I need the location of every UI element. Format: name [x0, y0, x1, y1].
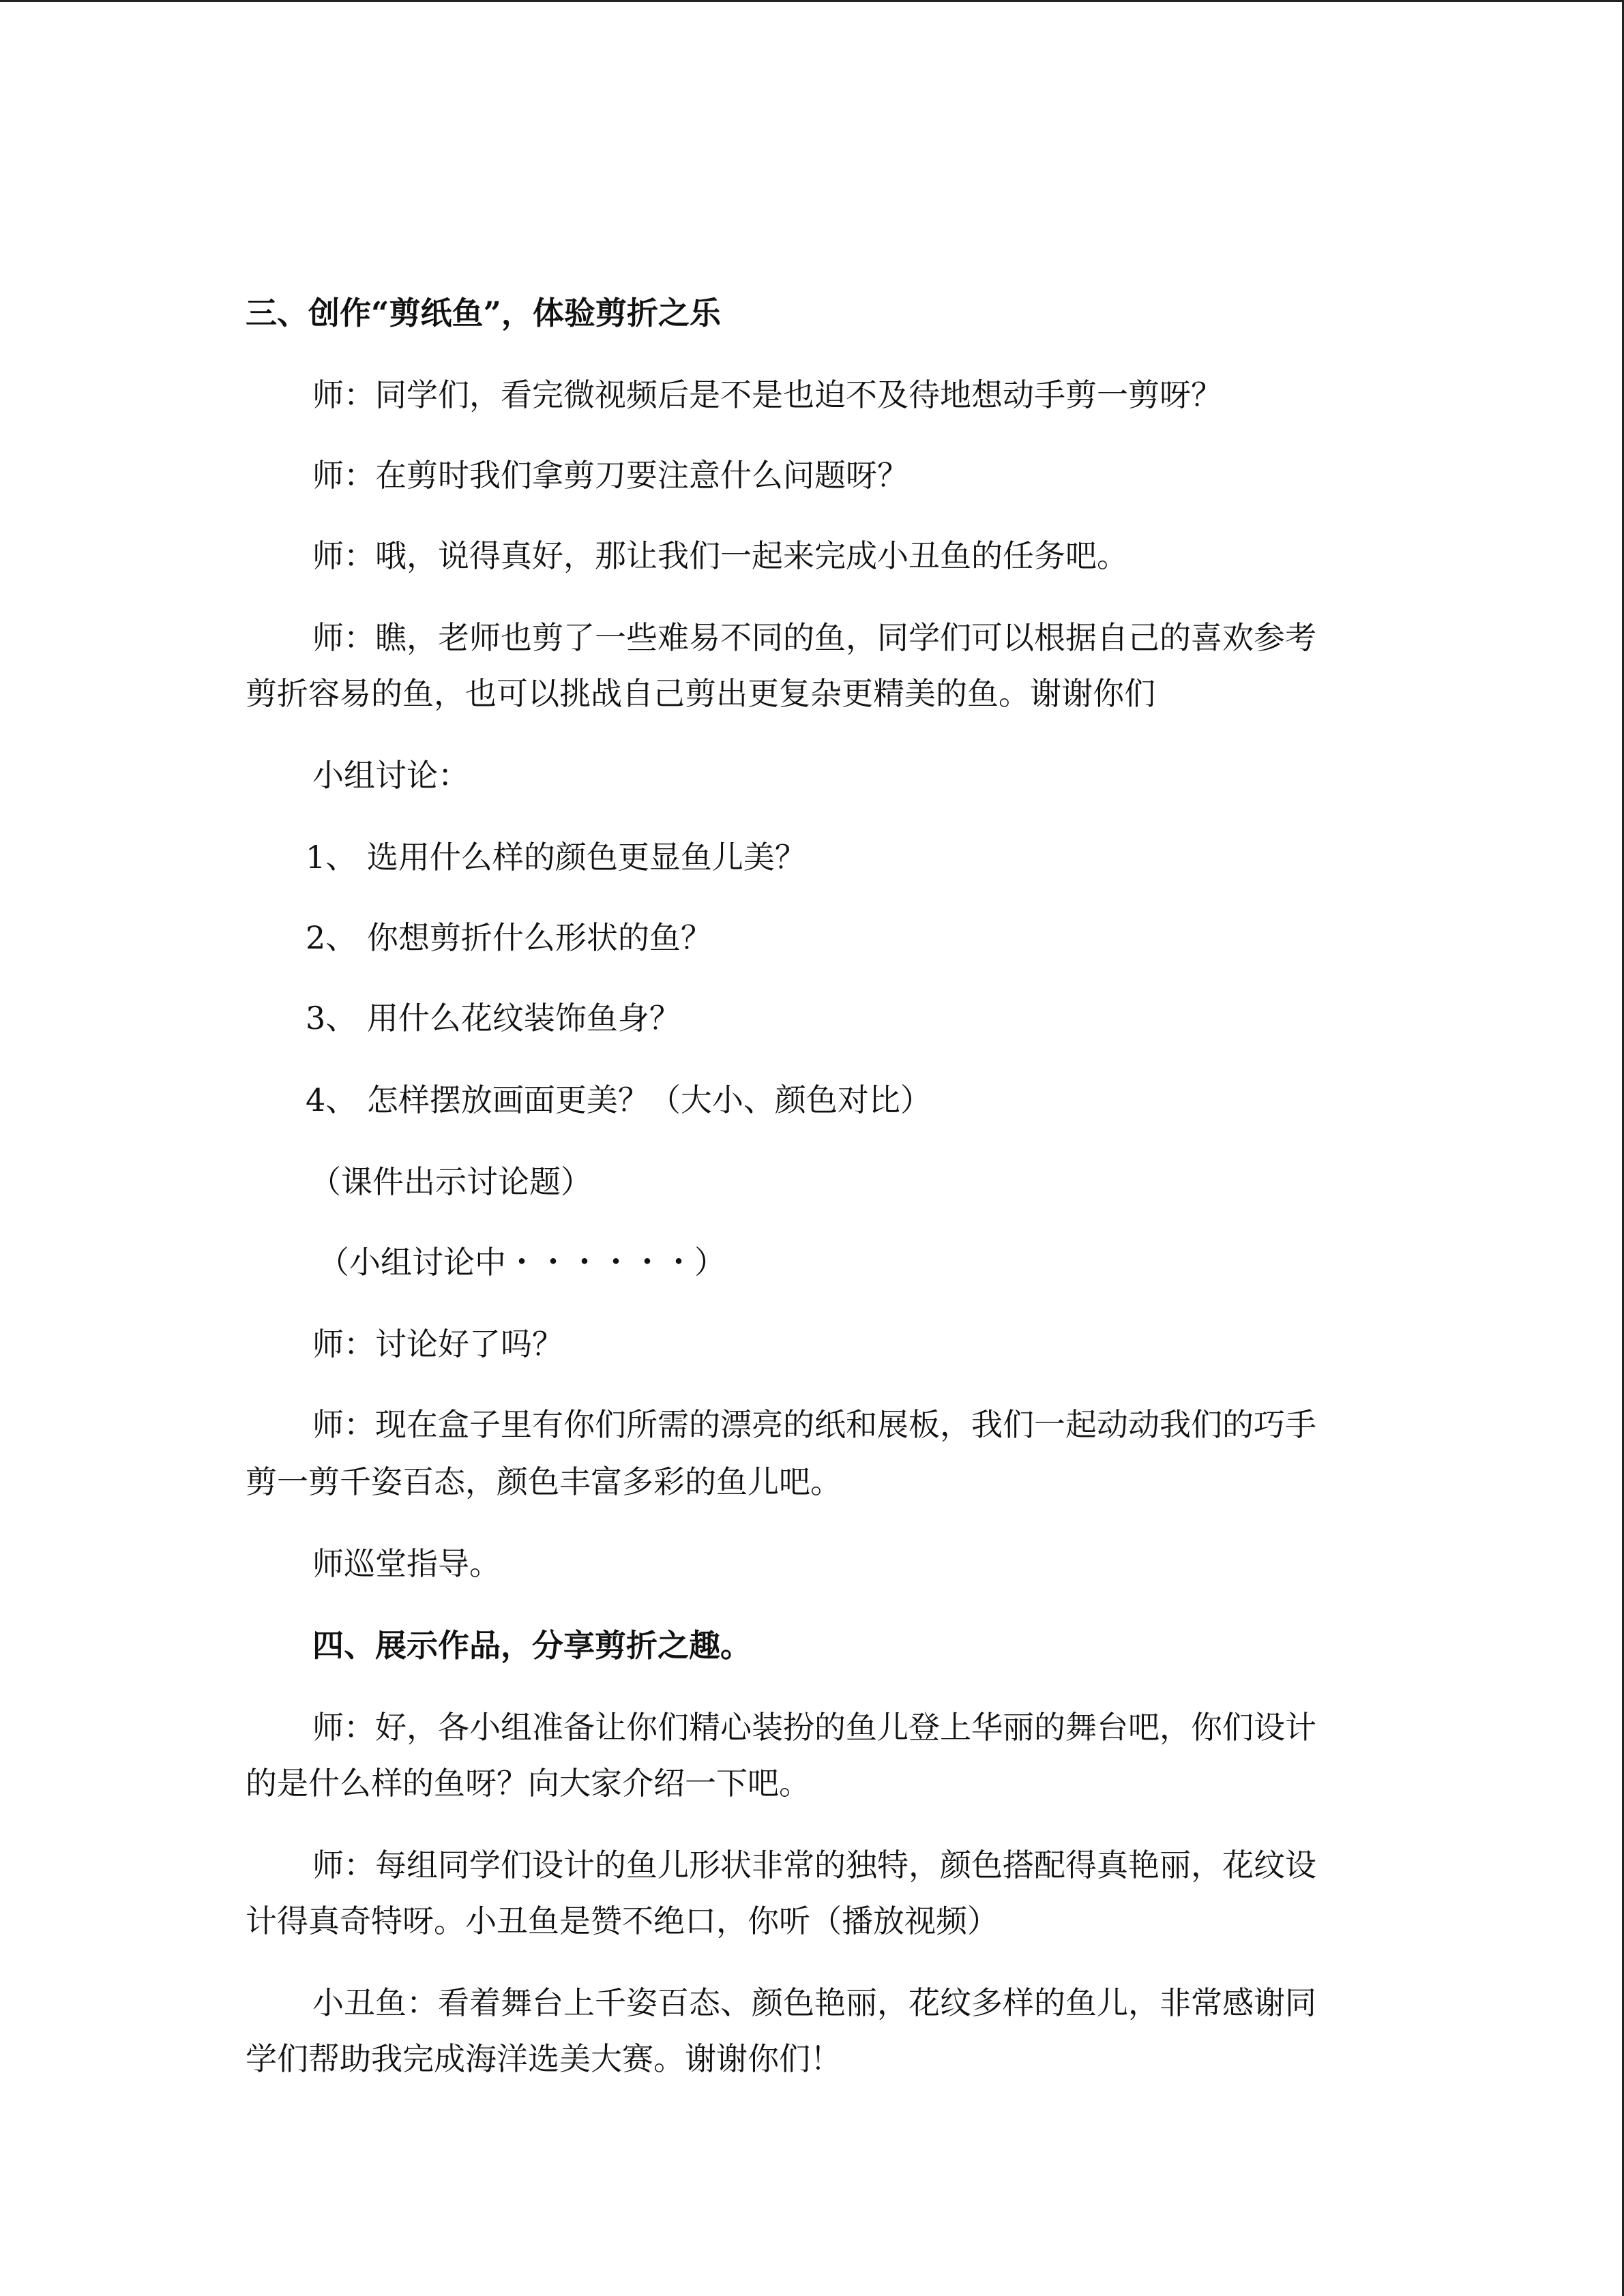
paragraph-s4-1-line2: 的是什么样的鱼呀？向大家介绍一下吧。 — [246, 1765, 810, 1802]
paragraph-s4-2-line1: 师：每组同学们设计的鱼儿形状非常的独特，颜色搭配得真艳丽，花纹设 — [312, 1847, 1316, 1883]
discussion-in-progress-note: （小组讨论中・・・・・・） — [318, 1244, 726, 1281]
paragraph-teacher-4-line1: 师：瞧，老师也剪了一些难易不同的鱼，同学们可以根据自己的喜欢参考 — [312, 619, 1316, 656]
discussion-question-1: 1、 选用什么样的颜色更显鱼儿美？ — [306, 839, 806, 876]
paragraph-s4-3-line2: 学们帮助我完成海洋选美大赛。谢谢你们！ — [246, 2040, 842, 2077]
courseware-note: （课件出示讨论题） — [310, 1163, 592, 1200]
paragraph-teacher-6-line1: 师：现在盒子里有你们所需的漂亮的纸和展板，我们一起动动我们的巧手 — [312, 1406, 1316, 1443]
paragraph-teacher-6-line2: 剪一剪千姿百态，颜色丰富多彩的鱼儿吧。 — [246, 1463, 842, 1500]
group-discussion-title: 小组讨论： — [312, 757, 469, 794]
discussion-question-4: 4、 怎样摆放画面更美？（大小、颜色对比） — [306, 1082, 932, 1118]
discussion-question-3: 3、 用什么花纹装饰鱼身？ — [306, 1000, 681, 1037]
section-3-heading: 三、创作“剪纸鱼”，体验剪折之乐 — [246, 295, 721, 331]
paragraph-teacher-5: 师：讨论好了吗？ — [312, 1326, 563, 1362]
paragraph-teacher-patrol: 师巡堂指导。 — [312, 1545, 501, 1582]
discussion-question-2: 2、 你想剪折什么形状的鱼？ — [306, 919, 712, 956]
paragraph-s4-3-line1: 小丑鱼：看着舞台上千姿百态、颜色艳丽，花纹多样的鱼儿，非常感谢同 — [312, 1984, 1316, 2021]
paragraph-s4-1-line1: 师：好，各小组准备让你们精心装扮的鱼儿登上华丽的舞台吧，你们设计 — [312, 1709, 1316, 1746]
paragraph-teacher-1: 师：同学们，看完微视频后是不是也迫不及待地想动手剪一剪呀？ — [312, 376, 1222, 413]
paragraph-s4-2-line2: 计得真奇特呀。小丑鱼是赞不绝口，你听（播放视频） — [246, 1903, 999, 1939]
paragraph-teacher-4-line2: 剪折容易的鱼，也可以挑战自己剪出更复杂更精美的鱼。谢谢你们 — [246, 675, 1155, 712]
paragraph-teacher-2: 师：在剪时我们拿剪刀要注意什么问题呀？ — [312, 457, 909, 494]
paragraph-teacher-3: 师：哦，说得真好，那让我们一起来完成小丑鱼的任务吧。 — [312, 537, 1128, 574]
section-4-heading: 四、展示作品，分享剪折之趣。 — [312, 1627, 752, 1664]
